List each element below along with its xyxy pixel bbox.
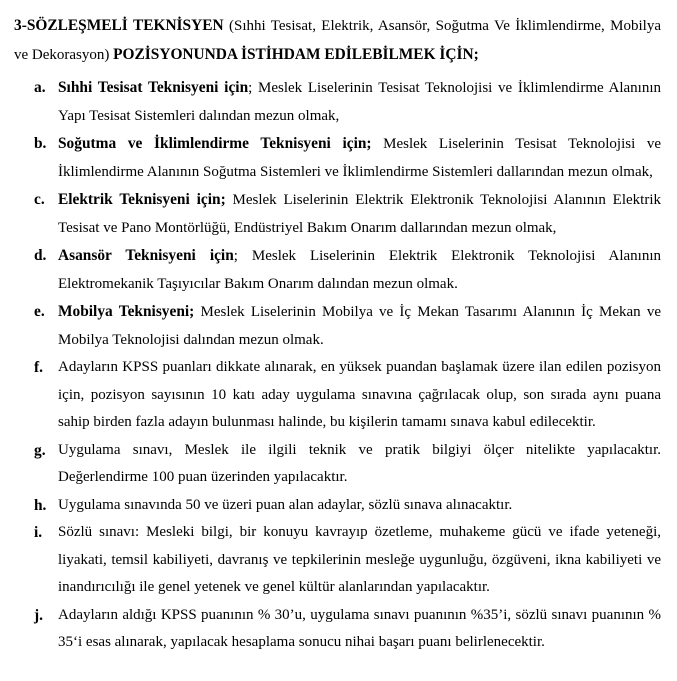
list-item-h bbox=[14, 492, 661, 520]
item-letter: j. bbox=[34, 606, 43, 624]
item-letter: c. bbox=[34, 191, 45, 208]
section-heading bbox=[14, 12, 661, 69]
item-body: ; Meslek Liselerinin Tesisat Teknolojisi ve İklimlendirme Alanının Yapı Tesisat Sistemleri dalından mezun olmak, bbox=[58, 80, 661, 124]
requirements-list bbox=[14, 74, 661, 657]
item-letter: i. bbox=[34, 524, 43, 541]
item-letter: h. bbox=[34, 496, 47, 514]
item-body: Meslek Liselerinin Elektrik Elektronik Teknolojisi Alanının Elektrik Tesisat ve Pano Montörlüğü, Endüstriyel Bakım Onarım dallarından mezun olmak, bbox=[58, 192, 661, 236]
item-text bbox=[58, 437, 661, 492]
item-bold-label: Sıhhi Tesisat Teknisyeni için bbox=[58, 79, 249, 96]
item-text bbox=[58, 519, 661, 602]
item-text bbox=[58, 298, 661, 354]
item-bold-label: Asansör Teknisyeni için bbox=[58, 247, 234, 264]
list-item-b bbox=[14, 130, 661, 186]
item-text bbox=[58, 74, 661, 130]
item-body: ; Meslek Liselerinin Elektrik Elektronik Teknolojisi Alanının Elektromekanik Taşıyıcılar Bakım Onarım dalından mezun olmak. bbox=[58, 248, 661, 292]
item-bold-label: Elektrik Teknisyeni için; bbox=[58, 191, 226, 208]
list-item-e bbox=[14, 298, 661, 354]
item-text bbox=[58, 492, 661, 520]
item-body: Adayların KPSS puanları dikkate alınarak, en yüksek puandan başlamak üzere ilan edilen pozisyon için, pozisyon sayısının 10 katı aday uygulama sınavına çağrılacak olup, son sırada aynı puana sahip birden fazla adayın bulunması halinde, bu kişilerin tamamı sınava kabul edilecektir. bbox=[58, 359, 661, 430]
item-text bbox=[58, 130, 661, 186]
heading-purpose: POZİSYONUNDA İSTİHDAM EDİLEBİLMEK İÇİN; bbox=[113, 45, 479, 63]
list-item-a bbox=[14, 74, 661, 130]
item-text bbox=[58, 242, 661, 298]
item-text bbox=[58, 602, 661, 657]
heading-title: 3-SÖZLEŞMELİ TEKNİSYEN bbox=[14, 17, 224, 34]
heading-positions: (Sıhhi Tesisat, Elektrik, Asansör, Soğutma Ve İklimlendirme, Mobilya ve Dekorasyon) bbox=[14, 18, 661, 63]
item-letter: b. bbox=[34, 135, 47, 152]
item-bold-label: Soğutma ve İklimlendirme Teknisyeni için; bbox=[58, 135, 372, 152]
item-body: Sözlü sınavı: Mesleki bilgi, bir konuyu kavrayıp özetleme, muhakeme gücü ve ifade yeteneği, liyakati, temsil kabiliyeti, davranış ve tepkilerinin mesleğe uygunluğu, özgüveni, ikna kabiliyeti ve inandırıcılığı ile genel yetenek ve genel kültür alanlarından yapılacaktır. bbox=[58, 524, 661, 595]
item-bold-label: Mobilya Teknisyeni; bbox=[58, 303, 195, 320]
list-item-c bbox=[14, 186, 661, 242]
item-body: Meslek Liselerinin Tesisat Teknolojisi ve İklimlendirme Alanının Soğutma Sistemleri ve İklimlendirme Sistemleri dallarından mezun olmak, bbox=[58, 136, 661, 180]
list-item-f bbox=[14, 354, 661, 437]
item-body: Uygulama sınavı, Meslek ile ilgili teknik ve pratik bilgiyi ölçer nitelikte yapılacaktır. Değerlendirme 100 puan üzerinden yapılacaktır. bbox=[58, 441, 661, 485]
item-letter: f. bbox=[34, 359, 43, 376]
list-item-g bbox=[14, 437, 661, 492]
item-letter: d. bbox=[34, 247, 47, 264]
item-body: Uygulama sınavında 50 ve üzeri puan alan adaylar, sözlü sınava alınacaktır. bbox=[58, 496, 513, 513]
item-letter: g. bbox=[34, 441, 46, 459]
list-item-j bbox=[14, 602, 661, 657]
item-letter: e. bbox=[34, 303, 45, 320]
item-text bbox=[58, 186, 661, 242]
item-body: Meslek Liselerinin Mobilya ve İç Mekan Tasarımı Alanının İç Mekan ve Mobilya Teknolojisi dalından mezun olmak. bbox=[58, 304, 661, 348]
list-item-i bbox=[14, 519, 661, 602]
list-item-d bbox=[14, 242, 661, 298]
item-letter: a. bbox=[34, 79, 46, 96]
item-text bbox=[58, 354, 661, 437]
item-body: Adayların aldığı KPSS puanının % 30’u, uygulama sınavı puanının %35’i, sözlü sınavı puanının % 35‘i esas alınarak, yapılacak hesaplama sonucu nihai başarı puanı belirlenecektir. bbox=[58, 606, 661, 650]
